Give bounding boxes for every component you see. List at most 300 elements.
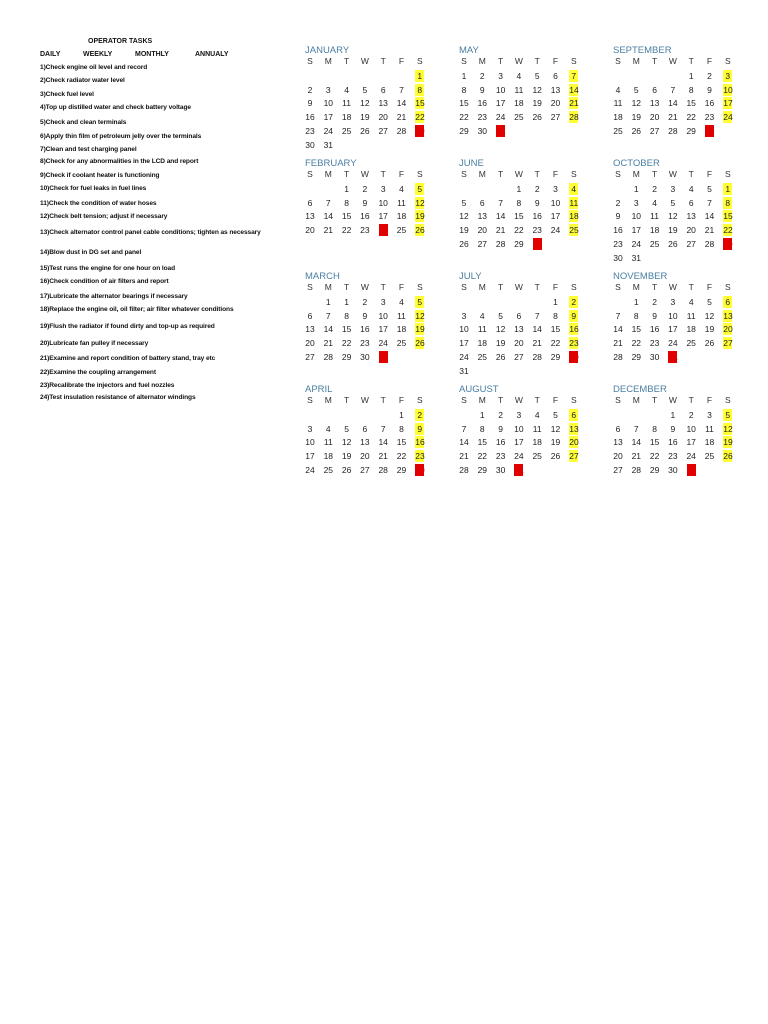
calendar-day: 14 — [378, 437, 388, 448]
calendar-day: 18 — [477, 338, 488, 349]
calendar-day: 7 — [461, 423, 467, 434]
calendar-day: 4 — [534, 410, 540, 420]
calendar-day: 21 — [532, 338, 542, 349]
calendar-day: 19 — [668, 225, 678, 236]
calendar-day: 4 — [652, 197, 657, 208]
calendar-day: 28 — [323, 351, 334, 362]
calendar-day: 19 — [550, 437, 561, 448]
calendar-day: 15 — [686, 98, 696, 109]
calendar-day: 24 — [686, 451, 696, 462]
calendar-day: 22 — [550, 338, 561, 349]
calendar-day: 29 — [459, 125, 469, 136]
calendar-day: 3 — [516, 410, 522, 420]
calendar-day: 14 — [532, 324, 542, 335]
weekday-header: M — [324, 282, 332, 292]
month-name: SEPTEMBER — [613, 45, 672, 56]
month-name: MARCH — [305, 271, 340, 282]
month-name: NOVEMBER — [613, 271, 668, 282]
calendar-day: 4 — [615, 84, 621, 95]
calendar-day: 21 — [378, 451, 388, 462]
weekday-header: M — [632, 56, 640, 66]
calendar-day-weekly-task: 27 — [723, 338, 733, 349]
calendar-day: 24 — [459, 351, 469, 362]
calendar-day: 1 — [325, 297, 331, 307]
calendar-day: 25 — [532, 451, 542, 462]
calendar-day: 22 — [396, 451, 407, 462]
calendar-day: 1 — [688, 71, 694, 81]
calendar-day: 25 — [686, 338, 696, 349]
calendar-day: 9 — [615, 211, 621, 222]
calendar-day: 30 — [305, 139, 315, 150]
calendar-day: 15 — [341, 324, 352, 335]
frequency-weekly: WEEKLY — [83, 51, 113, 58]
calendar-day: 26 — [550, 451, 561, 462]
calendar-day-weekly-task: 18 — [569, 211, 579, 222]
calendar-day: 23 — [360, 338, 370, 349]
calendar-day: 12 — [704, 310, 715, 321]
calendar-day: 11 — [342, 98, 351, 109]
weekday-header: M — [324, 395, 332, 405]
calendar-day: 31 — [323, 139, 334, 150]
calendar-day: 5 — [707, 297, 712, 307]
month-name: JANUARY — [305, 45, 350, 56]
weekday-header: M — [478, 395, 486, 405]
calendar-day-weekly-task: 19 — [415, 324, 425, 335]
calendar-day: 2 — [479, 71, 485, 81]
calendar-day: 4 — [688, 297, 694, 307]
calendar-day: 27 — [649, 125, 660, 136]
weekday-header: S — [615, 282, 621, 292]
weekday-header: S — [416, 395, 423, 405]
weekday-header: F — [398, 56, 405, 66]
weekday-header: T — [343, 282, 350, 292]
calendar-day: 27 — [514, 351, 524, 362]
calendar-day: 10 — [550, 197, 561, 208]
calendar-day: 11 — [477, 324, 487, 335]
task-item: 22)Examine the coupling arrangement — [40, 369, 156, 376]
calendar-day: 21 — [668, 112, 678, 123]
weekday-header: T — [651, 56, 658, 66]
weekday-header: T — [651, 282, 658, 292]
calendar-day: 15 — [550, 324, 561, 335]
calendar-day: 4 — [516, 71, 522, 81]
calendar-day-weekly-task: 4 — [569, 183, 578, 195]
calendar-day: 20 — [550, 98, 561, 109]
calendar-day: 23 — [495, 451, 506, 462]
task-item: 4)Top up distilled water and check battery voltage — [40, 104, 191, 111]
calendar-day: 13 — [613, 437, 623, 448]
calendar-day: 11 — [397, 310, 406, 321]
weekday-header: S — [615, 56, 621, 66]
calendar-day: 14 — [323, 324, 334, 335]
weekday-header: S — [724, 395, 731, 405]
task-item: 21)Examine and report condition of battery stand, tray etc — [40, 355, 216, 362]
weekday-header: W — [514, 56, 523, 66]
calendar-day: 25 — [477, 351, 488, 362]
frequency-annualy: ANNUALY — [195, 51, 229, 58]
weekday-header: T — [688, 395, 694, 405]
calendar-day: 21 — [704, 225, 715, 236]
calendar-day-weekly-task: 2 — [569, 296, 578, 308]
weekday-header: M — [324, 169, 332, 179]
weekday-header: T — [651, 169, 658, 179]
calendar-day: 3 — [707, 410, 712, 420]
calendar-day: 23 — [305, 125, 315, 136]
calendar-day: 14 — [668, 98, 678, 109]
calendar-day: 14 — [704, 211, 715, 222]
calendar-day: 10 — [378, 310, 388, 321]
calendar-day: 15 — [514, 211, 524, 222]
calendar-day-weekly-task: 5 — [415, 183, 424, 195]
calendar-day: 20 — [514, 338, 524, 349]
calendar-day: 3 — [498, 71, 503, 81]
calendar-day: 22 — [631, 338, 642, 349]
calendar-day-weekly-task: 17 — [723, 98, 733, 109]
weekday-header: M — [478, 56, 486, 66]
task-item: 19)Flush the radiator if found dirty and top-up as required — [40, 323, 215, 330]
calendar-day: 17 — [495, 98, 506, 109]
calendar-day-weekly-task: 20 — [723, 324, 733, 335]
calendar-day: 3 — [553, 184, 558, 194]
calendar-day: 15 — [396, 437, 407, 448]
calendar-day: 19 — [532, 98, 542, 109]
calendar-day-monthly-task: 30 — [705, 125, 715, 136]
calendar-day: 28 — [704, 238, 715, 249]
weekday-header: T — [343, 395, 350, 405]
frequency-monthly: MONTHLY — [135, 51, 169, 58]
calendar-day: 1 — [344, 184, 349, 194]
weekday-header: W — [668, 282, 677, 292]
calendar-day-weekly-task: 26 — [415, 338, 425, 349]
calendar-day: 6 — [479, 197, 485, 208]
weekday-header: T — [688, 169, 694, 179]
task-item: 23)Recalibrate the injectors and fuel nozzles — [40, 382, 175, 389]
calendar-day-monthly-task: 31 — [514, 464, 524, 475]
calendar-day: 10 — [459, 324, 469, 335]
calendar-day: 1 — [461, 71, 467, 81]
calendar-day-weekly-task: 26 — [723, 451, 733, 462]
calendar-day: 10 — [495, 84, 506, 95]
calendar-day: 7 — [399, 84, 404, 95]
calendar-day-monthly-task: 31 — [686, 464, 697, 475]
calendar-day: 12 — [459, 211, 469, 222]
weekday-header: S — [416, 282, 423, 292]
calendar-day: 20 — [378, 112, 388, 123]
calendar-day: 24 — [668, 338, 678, 349]
calendar-day: 12 — [550, 423, 561, 434]
calendar-day: 18 — [613, 112, 623, 123]
calendar-day-weekly-task: 19 — [415, 211, 425, 222]
calendar-day: 8 — [633, 310, 639, 321]
calendar-day: 24 — [378, 338, 388, 349]
weekday-header: F — [398, 282, 405, 292]
calendar-day: 25 — [396, 225, 407, 236]
calendar-day: 26 — [668, 238, 678, 249]
calendar-day-weekly-task: 3 — [723, 70, 732, 82]
calendar-day: 2 — [307, 84, 313, 95]
calendar-day: 9 — [479, 84, 485, 95]
calendar-day: 4 — [344, 84, 349, 95]
calendar-day: 3 — [380, 184, 386, 194]
calendar-day: 27 — [686, 238, 696, 249]
calendar-day-monthly-task: 31 — [496, 125, 506, 136]
calendar-day: 17 — [378, 324, 388, 335]
task-item: 6)Apply thin film of petroleum jelly over the terminals — [40, 133, 202, 140]
calendar-day: 10 — [305, 437, 315, 448]
weekday-header: W — [514, 395, 523, 405]
weekday-header: W — [360, 169, 369, 179]
weekday-header: S — [570, 395, 577, 405]
calendar-day: 19 — [360, 112, 370, 123]
weekday-header: W — [514, 169, 523, 179]
calendar-day: 18 — [341, 112, 352, 123]
calendar-day: 23 — [613, 238, 623, 249]
calendar-day: 6 — [688, 197, 694, 208]
calendar-day: 10 — [323, 98, 334, 109]
calendar-day: 26 — [704, 338, 715, 349]
weekday-header: F — [706, 395, 713, 405]
task-item: 13)Check alternator control panel cable conditions; tighten as necessary — [40, 229, 261, 236]
calendar-day: 6 — [307, 310, 313, 321]
calendar-day: 13 — [378, 98, 388, 109]
calendar-day: 28 — [532, 351, 542, 362]
weekday-header: S — [416, 56, 423, 66]
calendar-day-weekly-task: 16 — [415, 437, 425, 448]
calendar-day: 1 — [399, 410, 404, 420]
calendar-day: 7 — [325, 197, 331, 208]
weekday-header: S — [307, 169, 313, 179]
calendar-day-weekly-task: 10 — [723, 84, 733, 95]
weekday-header: T — [534, 56, 540, 66]
calendar-day: 28 — [378, 464, 388, 475]
calendar-day-weekly-task: 6 — [569, 409, 578, 421]
calendar-day: 18 — [323, 451, 334, 462]
calendar-day: 11 — [686, 310, 696, 321]
calendar-day: 5 — [553, 410, 558, 420]
calendar-day: 14 — [459, 437, 469, 448]
calendar-day: 8 — [344, 310, 349, 321]
calendar-day: 13 — [649, 98, 660, 109]
calendar-day: 28 — [495, 238, 506, 249]
weekday-header: W — [360, 282, 369, 292]
calendar-day: 30 — [649, 351, 660, 362]
calendar-day: 26 — [341, 464, 352, 475]
calendar-day: 3 — [670, 184, 676, 194]
calendar-day: 18 — [704, 437, 715, 448]
weekday-header: W — [668, 169, 677, 179]
calendar-day: 25 — [341, 125, 352, 136]
calendar-day: 18 — [396, 324, 407, 335]
calendar-day: 28 — [631, 464, 642, 475]
weekday-header: S — [724, 56, 731, 66]
calendar-day: 8 — [344, 197, 349, 208]
task-item: 14)Blow dust in DG set and panel — [40, 249, 142, 256]
calendar-day: 15 — [631, 324, 642, 335]
task-item: 17)Lubricate the alternator bearings if necessary — [40, 293, 188, 300]
weekday-header: F — [398, 169, 405, 179]
calendar-day: 16 — [360, 211, 370, 222]
calendar-day: 1 — [633, 297, 639, 307]
weekday-header: M — [632, 282, 640, 292]
calendar-day: 2 — [534, 184, 540, 194]
calendar-day: 30 — [668, 464, 678, 475]
calendar-day: 23 — [649, 338, 660, 349]
weekday-header: T — [343, 169, 350, 179]
calendar-day: 22 — [341, 225, 352, 236]
calendar-day: 3 — [670, 297, 676, 307]
calendar-day-weekly-task: 15 — [415, 98, 425, 109]
calendar-day-weekly-task: 22 — [723, 225, 733, 236]
calendar-day: 2 — [498, 410, 503, 420]
calendar-day: 21 — [613, 338, 623, 349]
calendar-day: 5 — [344, 423, 349, 434]
calendar-day: 20 — [649, 112, 660, 123]
weekday-header: F — [552, 169, 559, 179]
calendar-day: 27 — [378, 125, 388, 136]
calendar-day: 6 — [553, 71, 558, 81]
calendar-day: 20 — [305, 225, 315, 236]
month-name: JULY — [459, 271, 482, 282]
calendar-day: 21 — [323, 225, 334, 236]
calendar-day: 14 — [323, 211, 334, 222]
calendar-day: 2 — [707, 71, 712, 81]
calendar-day: 13 — [514, 324, 524, 335]
calendar-day: 27 — [550, 112, 561, 123]
calendar-day: 1 — [553, 297, 558, 307]
calendar-day: 21 — [631, 451, 642, 462]
calendar-day-monthly-task: 30 — [569, 351, 579, 362]
calendar-day-weekly-task: 15 — [723, 211, 733, 222]
calendar-day: 29 — [341, 351, 352, 362]
calendar-day: 25 — [396, 338, 407, 349]
task-item: 12)Check belt tension; adjust if necessary — [40, 213, 168, 220]
calendar-day-monthly-task: 29 — [723, 238, 733, 249]
calendar-day: 3 — [307, 423, 313, 434]
calendar-day: 25 — [514, 112, 524, 123]
frequency-daily: DAILY — [40, 51, 61, 58]
weekday-header: S — [461, 395, 467, 405]
calendar-day: 17 — [323, 112, 334, 123]
calendar-day: 4 — [399, 184, 404, 194]
calendar-day: 29 — [396, 464, 407, 475]
calendar-day: 19 — [631, 112, 642, 123]
weekday-header: F — [706, 282, 713, 292]
calendar-day-monthly-task: 24 — [378, 225, 389, 236]
calendar-day: 26 — [631, 125, 642, 136]
calendar-day: 15 — [341, 211, 352, 222]
calendar-day: 19 — [704, 324, 715, 335]
task-item: 10)Check for fuel leaks in fuel lines — [40, 185, 147, 192]
calendar-day-weekly-task: 11 — [569, 197, 579, 208]
calendar-day: 26 — [360, 125, 370, 136]
calendar-day: 3 — [633, 197, 639, 208]
month-name: AUGUST — [459, 384, 499, 395]
calendar-day-monthly-task: 31 — [378, 351, 389, 362]
calendar-day: 4 — [688, 184, 694, 194]
calendar-day: 14 — [613, 324, 623, 335]
calendar-day: 28 — [396, 125, 407, 136]
calendar-day: 13 — [305, 324, 315, 335]
calendar-day: 19 — [341, 451, 352, 462]
weekday-header: S — [615, 169, 621, 179]
calendar-day: 6 — [307, 197, 313, 208]
calendar-day: 5 — [498, 310, 503, 321]
calendar-day: 21 — [495, 225, 506, 236]
weekday-header: T — [497, 56, 504, 66]
calendar-day: 20 — [477, 225, 488, 236]
calendar-day: 8 — [399, 423, 404, 434]
calendar-day: 23 — [704, 112, 715, 123]
weekday-header: F — [552, 56, 559, 66]
calendar-day-weekly-task: 13 — [569, 423, 579, 434]
calendar-day: 2 — [652, 297, 657, 307]
calendar-day: 22 — [686, 112, 696, 123]
calendar-day: 27 — [613, 464, 623, 475]
calendar-day: 26 — [459, 238, 469, 249]
calendar-day: 28 — [613, 351, 623, 362]
calendar-day: 8 — [688, 84, 694, 95]
weekday-header: F — [552, 395, 559, 405]
calendar-day: 16 — [613, 225, 623, 236]
weekday-header: F — [706, 56, 713, 66]
task-item: 1)Check engine oil level and record — [40, 64, 148, 71]
calendar-day: 20 — [305, 338, 315, 349]
calendar-day: 30 — [613, 252, 623, 263]
calendar-day: 27 — [360, 464, 370, 475]
calendar-day: 27 — [305, 351, 315, 362]
weekday-header: T — [380, 395, 386, 405]
calendar-day: 2 — [362, 297, 368, 307]
calendar-day: 5 — [461, 197, 467, 208]
calendar-day: 11 — [650, 211, 659, 222]
calendar-day: 11 — [323, 437, 333, 448]
task-item: 24)Test insulation resistance of alternator windings — [40, 394, 196, 401]
weekday-header: T — [651, 395, 658, 405]
calendar-day: 8 — [479, 423, 485, 434]
calendar-day: 25 — [649, 238, 660, 249]
calendar-day-weekly-task: 7 — [569, 70, 578, 82]
calendar-day: 11 — [613, 98, 623, 109]
weekday-header: S — [461, 169, 467, 179]
weekday-header: T — [534, 169, 540, 179]
weekday-header: S — [570, 56, 577, 66]
calendar-day: 24 — [323, 125, 334, 136]
calendar-day: 6 — [516, 310, 522, 321]
month-name: OCTOBER — [613, 158, 660, 169]
calendar-day: 16 — [477, 98, 488, 109]
weekday-header: M — [632, 169, 640, 179]
calendar-day-weekly-task: 8 — [415, 84, 424, 96]
calendar-day: 29 — [514, 238, 524, 249]
calendar-day: 5 — [362, 84, 368, 95]
weekday-header: S — [416, 169, 423, 179]
calendar-day-weekly-task: 21 — [569, 98, 579, 109]
calendar-day-weekly-task: 2 — [415, 409, 424, 421]
weekday-header: S — [615, 395, 621, 405]
calendar-day: 1 — [516, 184, 522, 194]
calendar-day: 24 — [514, 451, 524, 462]
weekday-header: W — [514, 282, 523, 292]
calendar-day: 15 — [477, 437, 488, 448]
calendar-day: 11 — [705, 423, 714, 434]
calendar-day: 25 — [613, 125, 623, 136]
calendar-day-weekly-task: 22 — [415, 112, 425, 123]
calendar-day: 10 — [631, 211, 642, 222]
calendar-day-weekly-task: 9 — [415, 423, 424, 435]
weekday-header: M — [632, 395, 640, 405]
task-item: 5)Check and clean terminals — [40, 119, 127, 126]
calendar-day: 9 — [534, 197, 540, 208]
